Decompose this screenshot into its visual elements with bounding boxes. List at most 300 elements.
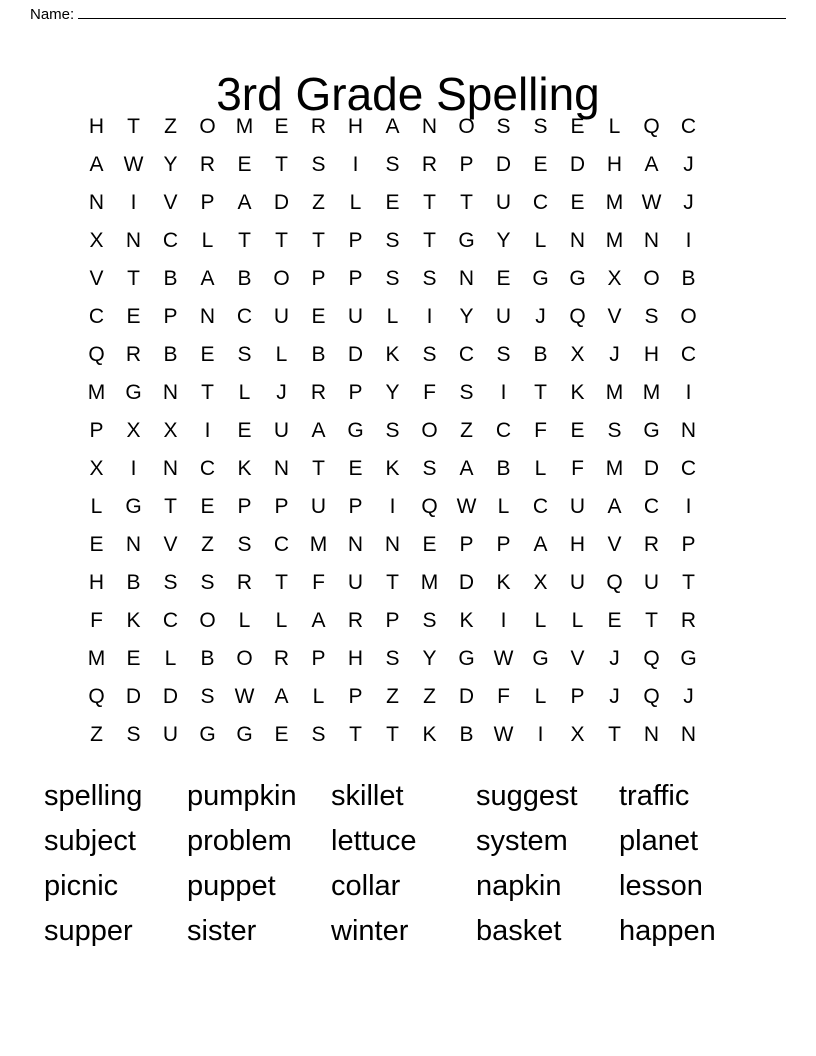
grid-letter[interactable]: Z [386, 685, 399, 708]
word-list-item[interactable]: picnic [44, 870, 119, 902]
grid-letter[interactable]: T [312, 457, 325, 480]
grid-letter[interactable]: U [347, 305, 364, 328]
grid-letter[interactable]: A [533, 533, 548, 556]
grid-letter[interactable]: P [163, 305, 178, 328]
word-list-item[interactable]: spelling [44, 780, 143, 812]
grid-letter[interactable]: V [607, 305, 622, 328]
grid-letter[interactable]: P [89, 419, 104, 442]
grid-letter[interactable]: B [163, 267, 178, 290]
grid-letter[interactable]: L [238, 609, 251, 632]
grid-letter[interactable]: N [643, 229, 660, 252]
grid-letter[interactable]: I [352, 153, 359, 176]
grid-letter[interactable]: X [89, 229, 104, 252]
grid-letter[interactable]: K [126, 609, 141, 632]
grid-letter[interactable]: P [496, 533, 511, 556]
grid-letter[interactable]: N [384, 533, 401, 556]
word-list-item[interactable]: winter [331, 915, 409, 947]
grid-letter[interactable]: X [126, 419, 141, 442]
word-list-item[interactable]: puppet [187, 870, 276, 902]
grid-letter[interactable]: X [533, 571, 548, 594]
grid-letter[interactable]: I [500, 609, 507, 632]
grid-letter[interactable]: B [311, 343, 326, 366]
grid-letter[interactable]: C [199, 457, 216, 480]
grid-letter[interactable]: E [200, 343, 215, 366]
grid-letter[interactable]: T [312, 229, 325, 252]
grid-letter[interactable]: S [422, 343, 437, 366]
grid-letter[interactable]: L [386, 305, 399, 328]
grid-letter[interactable]: E [126, 647, 141, 670]
grid-letter[interactable]: M [605, 191, 624, 214]
grid-letter[interactable]: T [275, 229, 288, 252]
grid-letter[interactable]: S [422, 457, 437, 480]
grid-letter[interactable]: B [496, 457, 511, 480]
grid-letter[interactable]: S [237, 533, 252, 556]
grid-letter[interactable]: G [347, 419, 364, 442]
grid-letter[interactable]: Y [422, 647, 437, 670]
grid-letter[interactable]: T [349, 723, 362, 746]
grid-letter[interactable]: N [569, 229, 586, 252]
grid-letter[interactable]: D [125, 685, 142, 708]
grid-letter[interactable]: H [88, 571, 105, 594]
grid-letter[interactable]: T [682, 571, 695, 594]
grid-letter[interactable]: E [570, 115, 585, 138]
grid-letter[interactable]: E [533, 153, 548, 176]
grid-letter[interactable]: P [200, 191, 215, 214]
word-list-item[interactable]: system [476, 825, 568, 857]
grid-letter[interactable]: A [644, 153, 659, 176]
grid-letter[interactable]: S [385, 647, 400, 670]
grid-letter[interactable]: D [458, 685, 475, 708]
grid-letter[interactable]: O [273, 267, 290, 290]
grid-letter[interactable]: O [421, 419, 438, 442]
grid-letter[interactable]: S [385, 267, 400, 290]
grid-letter[interactable]: B [681, 267, 696, 290]
grid-letter[interactable]: P [348, 229, 363, 252]
grid-letter[interactable]: V [570, 647, 585, 670]
grid-letter[interactable]: E [422, 533, 437, 556]
grid-letter[interactable]: C [643, 495, 660, 518]
grid-letter[interactable]: T [127, 267, 140, 290]
grid-letter[interactable]: R [680, 609, 697, 632]
grid-letter[interactable]: R [347, 609, 364, 632]
grid-letter[interactable]: E [89, 533, 104, 556]
grid-letter[interactable]: L [349, 191, 362, 214]
grid-letter[interactable]: W [493, 723, 514, 746]
grid-letter[interactable]: E [274, 723, 289, 746]
grid-letter[interactable]: O [236, 647, 253, 670]
grid-letter[interactable]: P [570, 685, 585, 708]
grid-letter[interactable]: Y [459, 305, 474, 328]
grid-letter[interactable]: A [607, 495, 622, 518]
grid-letter[interactable]: D [569, 153, 586, 176]
grid-letter[interactable]: U [495, 191, 512, 214]
grid-letter[interactable]: G [532, 647, 549, 670]
grid-letter[interactable]: F [312, 571, 325, 594]
grid-letter[interactable]: M [605, 381, 624, 404]
grid-letter[interactable]: J [535, 305, 546, 328]
grid-letter[interactable]: B [237, 267, 252, 290]
grid-letter[interactable]: Y [163, 153, 178, 176]
grid-letter[interactable]: T [275, 571, 288, 594]
word-list-item[interactable]: lesson [619, 870, 703, 902]
grid-letter[interactable]: Q [421, 495, 438, 518]
grid-letter[interactable]: L [90, 495, 103, 518]
grid-letter[interactable]: S [496, 115, 511, 138]
grid-letter[interactable]: R [421, 153, 438, 176]
grid-letter[interactable]: V [163, 191, 178, 214]
grid-letter[interactable]: C [680, 343, 697, 366]
word-list-item[interactable]: napkin [476, 870, 562, 902]
grid-letter[interactable]: P [311, 647, 326, 670]
grid-letter[interactable]: K [496, 571, 511, 594]
grid-letter[interactable]: G [125, 495, 142, 518]
grid-letter[interactable]: U [495, 305, 512, 328]
word-list-item[interactable]: lettuce [331, 825, 417, 857]
grid-letter[interactable]: N [162, 457, 179, 480]
grid-letter[interactable]: H [88, 115, 105, 138]
grid-letter[interactable]: N [125, 533, 142, 556]
grid-letter[interactable]: Q [88, 685, 105, 708]
grid-letter[interactable]: I [537, 723, 544, 746]
word-list-item[interactable]: skillet [331, 780, 404, 812]
grid-letter[interactable]: S [126, 723, 141, 746]
word-list-item[interactable]: basket [476, 915, 562, 947]
grid-letter[interactable]: H [606, 153, 623, 176]
grid-letter[interactable]: C [88, 305, 105, 328]
name-write-line[interactable] [78, 4, 786, 19]
grid-letter[interactable]: G [680, 647, 697, 670]
grid-letter[interactable]: B [459, 723, 474, 746]
grid-letter[interactable]: S [200, 571, 215, 594]
grid-letter[interactable]: N [643, 723, 660, 746]
grid-letter[interactable]: K [237, 457, 252, 480]
grid-letter[interactable]: E [274, 115, 289, 138]
grid-letter[interactable]: T [645, 609, 658, 632]
grid-letter[interactable]: N [347, 533, 364, 556]
grid-letter[interactable]: P [459, 533, 474, 556]
grid-letter[interactable]: A [311, 609, 326, 632]
grid-letter[interactable]: E [126, 305, 141, 328]
grid-letter[interactable]: O [199, 609, 216, 632]
grid-letter[interactable]: C [495, 419, 512, 442]
grid-letter[interactable]: S [200, 685, 215, 708]
grid-letter[interactable]: L [534, 229, 547, 252]
grid-letter[interactable]: E [237, 153, 252, 176]
grid-letter[interactable]: N [680, 419, 697, 442]
grid-letter[interactable]: L [201, 229, 214, 252]
grid-letter[interactable]: S [644, 305, 659, 328]
grid-letter[interactable]: C [680, 115, 697, 138]
word-list-item[interactable]: sister [187, 915, 257, 947]
grid-letter[interactable]: Y [385, 381, 400, 404]
grid-letter[interactable]: G [532, 267, 549, 290]
grid-letter[interactable]: N [88, 191, 105, 214]
grid-letter[interactable]: M [309, 533, 328, 556]
grid-letter[interactable]: M [605, 457, 624, 480]
grid-letter[interactable]: X [607, 267, 622, 290]
grid-letter[interactable]: D [495, 153, 512, 176]
grid-letter[interactable]: I [500, 381, 507, 404]
grid-letter[interactable]: K [385, 343, 400, 366]
grid-letter[interactable]: F [571, 457, 584, 480]
grid-letter[interactable]: Q [643, 685, 660, 708]
grid-letter[interactable]: I [426, 305, 433, 328]
grid-letter[interactable]: I [685, 229, 692, 252]
grid-letter[interactable]: P [237, 495, 252, 518]
grid-letter[interactable]: L [275, 609, 288, 632]
grid-letter[interactable]: S [385, 229, 400, 252]
grid-letter[interactable]: T [608, 723, 621, 746]
grid-letter[interactable]: P [348, 267, 363, 290]
grid-letter[interactable]: S [311, 153, 326, 176]
grid-letter[interactable]: T [386, 723, 399, 746]
grid-letter[interactable]: J [609, 343, 620, 366]
grid-letter[interactable]: K [570, 381, 585, 404]
grid-letter[interactable]: M [235, 115, 254, 138]
grid-letter[interactable]: U [643, 571, 660, 594]
grid-letter[interactable]: U [347, 571, 364, 594]
grid-letter[interactable]: O [458, 115, 475, 138]
grid-letter[interactable]: Q [569, 305, 586, 328]
grid-letter[interactable]: P [348, 495, 363, 518]
grid-letter[interactable]: A [274, 685, 289, 708]
grid-letter[interactable]: C [532, 191, 549, 214]
grid-letter[interactable]: T [460, 191, 473, 214]
grid-letter[interactable]: X [570, 343, 585, 366]
grid-letter[interactable]: X [163, 419, 178, 442]
grid-letter[interactable]: I [389, 495, 396, 518]
grid-letter[interactable]: S [385, 419, 400, 442]
grid-letter[interactable]: T [201, 381, 214, 404]
grid-letter[interactable]: R [273, 647, 290, 670]
word-list-item[interactable]: traffic [619, 780, 690, 812]
grid-letter[interactable]: D [643, 457, 660, 480]
grid-letter[interactable]: U [273, 419, 290, 442]
grid-letter[interactable]: E [311, 305, 326, 328]
grid-letter[interactable]: R [310, 115, 327, 138]
grid-letter[interactable]: Q [643, 647, 660, 670]
grid-letter[interactable]: T [423, 229, 436, 252]
grid-letter[interactable]: U [569, 495, 586, 518]
grid-letter[interactable]: P [385, 609, 400, 632]
grid-letter[interactable]: R [236, 571, 253, 594]
grid-letter[interactable]: S [237, 343, 252, 366]
grid-letter[interactable]: G [569, 267, 586, 290]
grid-letter[interactable]: D [458, 571, 475, 594]
grid-letter[interactable]: M [420, 571, 439, 594]
grid-letter[interactable]: T [164, 495, 177, 518]
grid-letter[interactable]: H [347, 647, 364, 670]
grid-letter[interactable]: L [534, 609, 547, 632]
grid-letter[interactable]: W [493, 647, 514, 670]
grid-letter[interactable]: L [238, 381, 251, 404]
grid-letter[interactable]: M [87, 647, 106, 670]
grid-letter[interactable]: N [273, 457, 290, 480]
grid-letter[interactable]: C [273, 533, 290, 556]
grid-letter[interactable]: M [87, 381, 106, 404]
grid-letter[interactable]: C [458, 343, 475, 366]
grid-letter[interactable]: J [276, 381, 287, 404]
grid-letter[interactable]: X [89, 457, 104, 480]
grid-letter[interactable]: N [162, 381, 179, 404]
grid-letter[interactable]: T [534, 381, 547, 404]
grid-letter[interactable]: G [458, 647, 475, 670]
grid-letter[interactable]: D [347, 343, 364, 366]
grid-letter[interactable]: C [532, 495, 549, 518]
grid-letter[interactable]: P [348, 685, 363, 708]
grid-letter[interactable]: Y [496, 229, 511, 252]
grid-letter[interactable]: G [643, 419, 660, 442]
grid-letter[interactable]: N [125, 229, 142, 252]
grid-letter[interactable]: A [459, 457, 474, 480]
grid-letter[interactable]: M [605, 229, 624, 252]
grid-letter[interactable]: J [683, 191, 694, 214]
grid-letter[interactable]: T [127, 115, 140, 138]
grid-letter[interactable]: W [456, 495, 477, 518]
grid-letter[interactable]: J [683, 685, 694, 708]
grid-letter[interactable]: S [385, 153, 400, 176]
grid-letter[interactable]: T [386, 571, 399, 594]
grid-letter[interactable]: N [458, 267, 475, 290]
grid-letter[interactable]: G [199, 723, 216, 746]
grid-letter[interactable]: S [459, 381, 474, 404]
grid-letter[interactable]: R [310, 381, 327, 404]
grid-letter[interactable]: A [385, 115, 400, 138]
grid-letter[interactable]: U [569, 571, 586, 594]
grid-letter[interactable]: P [681, 533, 696, 556]
grid-letter[interactable]: B [533, 343, 548, 366]
grid-letter[interactable]: V [89, 267, 104, 290]
grid-letter[interactable]: B [126, 571, 141, 594]
grid-letter[interactable]: I [685, 495, 692, 518]
word-list-item[interactable]: supper [44, 915, 133, 947]
grid-letter[interactable]: J [683, 153, 694, 176]
grid-letter[interactable]: R [643, 533, 660, 556]
grid-letter[interactable]: K [385, 457, 400, 480]
grid-letter[interactable]: C [236, 305, 253, 328]
word-list-item[interactable]: collar [331, 870, 401, 902]
grid-letter[interactable]: N [680, 723, 697, 746]
grid-letter[interactable]: D [273, 191, 290, 214]
grid-letter[interactable]: L [534, 685, 547, 708]
grid-letter[interactable]: E [200, 495, 215, 518]
grid-letter[interactable]: G [236, 723, 253, 746]
grid-letter[interactable]: F [497, 685, 510, 708]
grid-letter[interactable]: O [680, 305, 697, 328]
grid-letter[interactable]: N [199, 305, 216, 328]
grid-letter[interactable]: A [89, 153, 104, 176]
grid-letter[interactable]: Z [312, 191, 325, 214]
grid-letter[interactable]: Q [88, 343, 105, 366]
grid-letter[interactable]: E [570, 191, 585, 214]
grid-letter[interactable]: C [162, 229, 179, 252]
grid-letter[interactable]: E [570, 419, 585, 442]
grid-letter[interactable]: B [163, 343, 178, 366]
grid-letter[interactable]: E [607, 609, 622, 632]
grid-letter[interactable]: A [237, 191, 252, 214]
word-list-item[interactable]: planet [619, 825, 699, 857]
grid-letter[interactable]: L [534, 457, 547, 480]
grid-letter[interactable]: S [607, 419, 622, 442]
grid-letter[interactable]: L [275, 343, 288, 366]
grid-letter[interactable]: Z [201, 533, 214, 556]
grid-letter[interactable]: M [642, 381, 661, 404]
grid-letter[interactable]: H [569, 533, 586, 556]
grid-letter[interactable]: Z [460, 419, 473, 442]
grid-letter[interactable]: H [347, 115, 364, 138]
word-list-item[interactable]: happen [619, 915, 716, 947]
grid-letter[interactable]: S [422, 267, 437, 290]
grid-letter[interactable]: Q [606, 571, 623, 594]
grid-letter[interactable]: G [125, 381, 142, 404]
grid-letter[interactable]: E [237, 419, 252, 442]
grid-letter[interactable]: H [643, 343, 660, 366]
grid-letter[interactable]: I [130, 457, 137, 480]
grid-letter[interactable]: V [607, 533, 622, 556]
grid-letter[interactable]: P [311, 267, 326, 290]
grid-letter[interactable]: X [570, 723, 585, 746]
grid-letter[interactable]: L [497, 495, 510, 518]
grid-letter[interactable]: S [163, 571, 178, 594]
grid-letter[interactable]: C [162, 609, 179, 632]
grid-letter[interactable]: L [608, 115, 621, 138]
grid-letter[interactable]: N [421, 115, 438, 138]
grid-letter[interactable]: K [422, 723, 437, 746]
grid-letter[interactable]: Z [90, 723, 103, 746]
grid-letter[interactable]: Z [423, 685, 436, 708]
grid-letter[interactable]: S [533, 115, 548, 138]
grid-letter[interactable]: W [234, 685, 255, 708]
word-list-item[interactable]: problem [187, 825, 292, 857]
grid-letter[interactable]: T [238, 229, 251, 252]
grid-letter[interactable]: A [200, 267, 215, 290]
grid-letter[interactable]: Q [643, 115, 660, 138]
grid-letter[interactable]: R [199, 153, 216, 176]
grid-letter[interactable]: L [571, 609, 584, 632]
grid-letter[interactable]: F [90, 609, 103, 632]
grid-letter[interactable]: Z [164, 115, 177, 138]
grid-letter[interactable]: L [164, 647, 177, 670]
grid-letter[interactable]: J [609, 685, 620, 708]
grid-letter[interactable]: E [348, 457, 363, 480]
grid-letter[interactable]: L [312, 685, 325, 708]
word-list-item[interactable]: pumpkin [187, 780, 297, 812]
grid-letter[interactable]: U [162, 723, 179, 746]
word-list-item[interactable]: suggest [476, 780, 578, 812]
grid-letter[interactable]: I [130, 191, 137, 214]
grid-letter[interactable]: I [685, 381, 692, 404]
word-list-item[interactable]: subject [44, 825, 136, 857]
grid-letter[interactable]: J [609, 647, 620, 670]
grid-letter[interactable]: V [163, 533, 178, 556]
grid-letter[interactable]: F [534, 419, 547, 442]
grid-letter[interactable]: U [310, 495, 327, 518]
grid-letter[interactable]: F [423, 381, 436, 404]
grid-letter[interactable]: D [162, 685, 179, 708]
grid-letter[interactable]: K [459, 609, 474, 632]
grid-letter[interactable]: T [275, 153, 288, 176]
grid-letter[interactable]: P [274, 495, 289, 518]
grid-letter[interactable]: U [273, 305, 290, 328]
grid-letter[interactable]: B [200, 647, 215, 670]
grid-letter[interactable]: S [496, 343, 511, 366]
grid-letter[interactable]: T [423, 191, 436, 214]
grid-letter[interactable]: E [496, 267, 511, 290]
grid-letter[interactable]: O [199, 115, 216, 138]
grid-letter[interactable]: G [458, 229, 475, 252]
grid-letter[interactable]: S [311, 723, 326, 746]
grid-letter[interactable]: O [643, 267, 660, 290]
